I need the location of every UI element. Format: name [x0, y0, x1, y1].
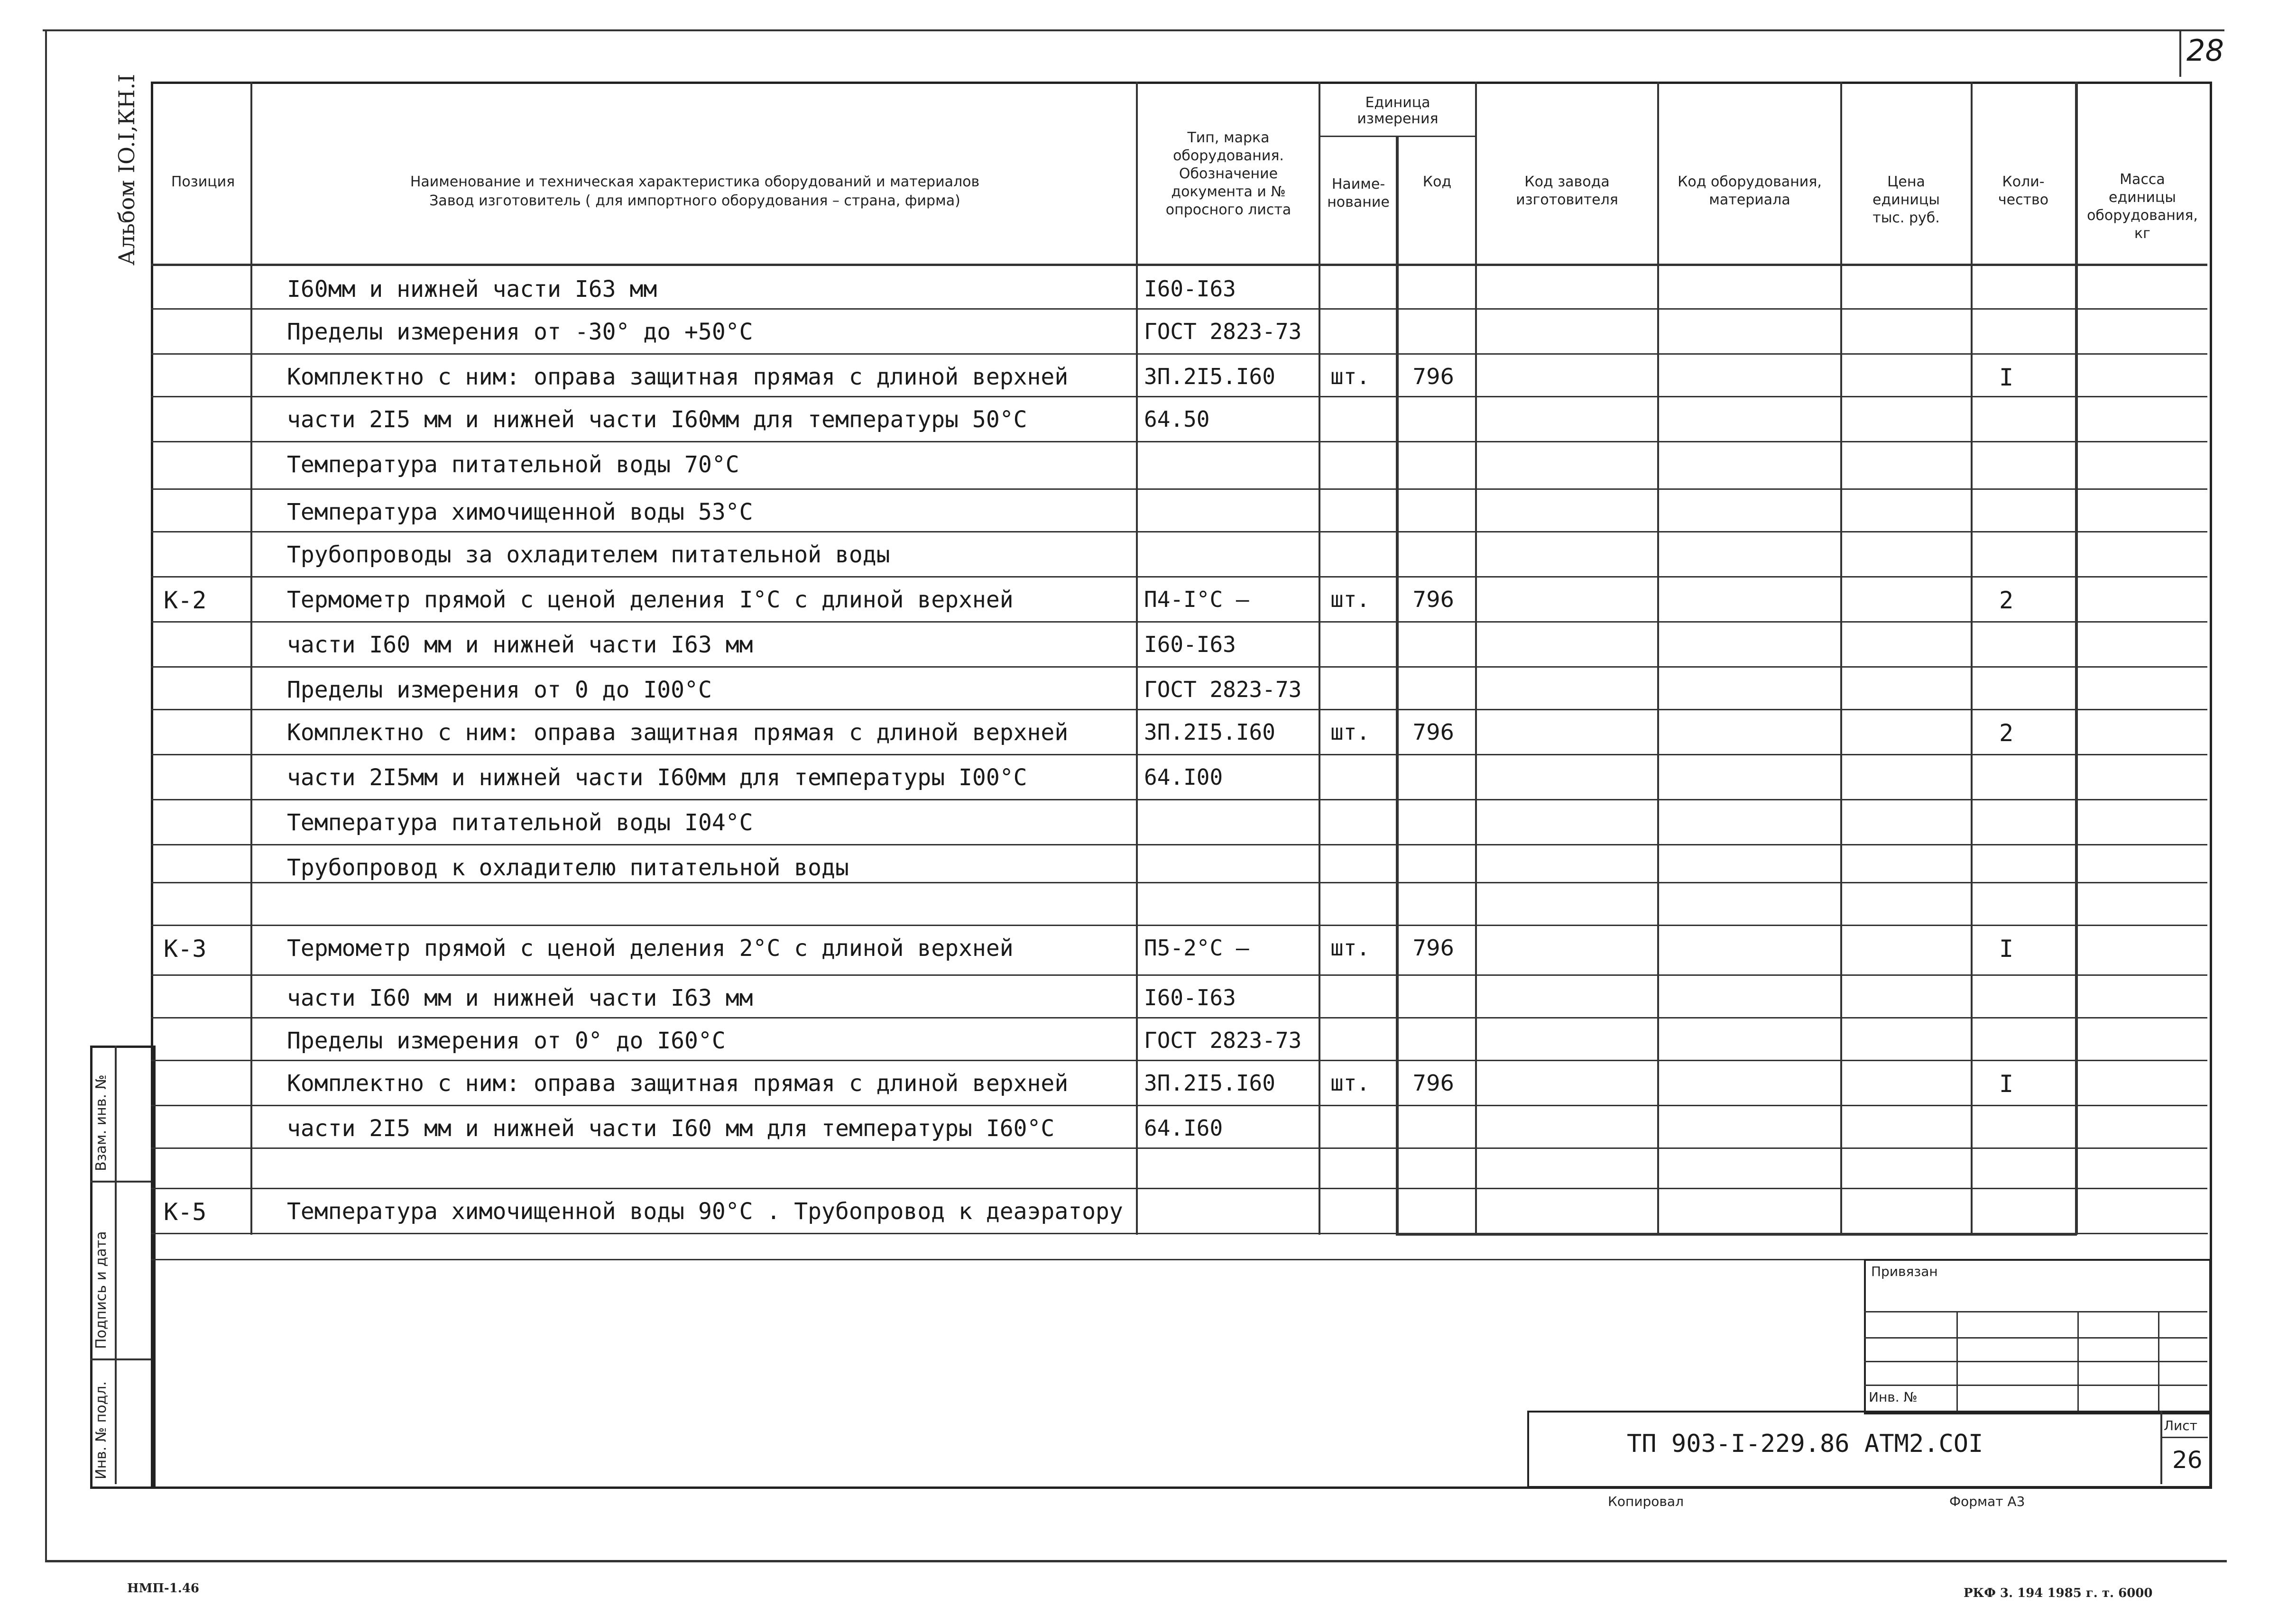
- row-name: Температура химочищенной воды 90°С . Трубопровод к деаэратору: [287, 1198, 1123, 1225]
- row-line: [151, 666, 2207, 668]
- header-unit-code: Код: [1422, 174, 1452, 190]
- stamp-col-a: [1956, 1311, 1958, 1411]
- row-type: ГОСТ 2823-73: [1144, 1028, 1302, 1053]
- stamp-line-a: [1864, 1311, 2207, 1312]
- row-unit: шт.: [1330, 935, 1370, 961]
- row-line: [151, 799, 2207, 800]
- header-type: Тип, марка оборудования. Обозначение документа и № опросного листа: [1165, 129, 1291, 218]
- col-line-price: [1840, 82, 1842, 1235]
- row-name: Температура химочищенной воды 53°С: [287, 499, 753, 525]
- page-bottom-border: [45, 1560, 2227, 1562]
- row-type: I60-I63: [1144, 276, 1236, 302]
- row-qty: I: [1999, 1070, 2014, 1098]
- row-name: Комплектно с ним: оправа защитная прямая с длиной верхней: [287, 1070, 1069, 1097]
- header-qty: Коли- чество: [1998, 174, 2049, 208]
- side-stamp-line-1: [90, 1181, 151, 1183]
- row-line: [151, 488, 2207, 490]
- header-mass: Масса единицы оборудования, кг: [2087, 171, 2198, 242]
- row-type: П5-2°С –: [1144, 935, 1249, 961]
- col-line-mass: [2075, 82, 2078, 1235]
- row-line: [151, 925, 2207, 926]
- row-qty: I: [1999, 935, 2014, 963]
- stamp-copied-label: Копировал: [1608, 1494, 1684, 1509]
- row-name: I60мм и нижней части I63 мм: [287, 276, 657, 303]
- row-line: [151, 576, 2207, 578]
- header-unit-name: Наиме- нование: [1327, 176, 1390, 211]
- row-type: I60-I63: [1144, 632, 1236, 657]
- row-unit: шт.: [1330, 719, 1370, 745]
- row-type: 64.I60: [1144, 1115, 1223, 1141]
- row-name: Трубопроводы за охладителем питательной воды: [287, 541, 890, 568]
- row-type: I60-I63: [1144, 985, 1236, 1010]
- row-line: [151, 1105, 2207, 1106]
- row-line: [151, 308, 2207, 310]
- header-plant-code: Код завода изготовителя: [1516, 174, 1618, 208]
- col-line-plant: [1475, 82, 1477, 1235]
- row-line: [151, 1147, 2207, 1149]
- row-qty: 2: [1999, 587, 2014, 614]
- col-line-equip: [1657, 82, 1659, 1235]
- col-line-type: [1136, 82, 1138, 1235]
- row-name: Температура питательной воды I04°С: [287, 809, 753, 836]
- stamp-line-b: [1864, 1337, 2207, 1339]
- header-unit-group: Единица измерения: [1357, 94, 1439, 127]
- row-type: П4-I°С –: [1144, 587, 1249, 612]
- row-line: [151, 396, 2207, 397]
- row-line: [151, 441, 2207, 442]
- row-type: 64.I00: [1144, 764, 1223, 790]
- row-name: части 2I5 мм и нижней части I60мм для температуры 50°С: [287, 406, 1027, 433]
- sheet-box-left: [2179, 29, 2181, 77]
- row-position: К-2: [164, 587, 207, 614]
- row-line: [151, 709, 2207, 710]
- row-name: Трубопровод к охладителю питательной воды: [287, 854, 849, 881]
- stamp-line-c: [1864, 1361, 2207, 1362]
- table-bottom-line: [1396, 1233, 2077, 1236]
- stamp-sheet-number: 26: [2172, 1446, 2203, 1474]
- row-line: [151, 1188, 2207, 1189]
- row-name: Комплектно с ним: оправа защитная прямая с длиной верхней: [287, 719, 1069, 746]
- stamp-sheet-label: Лист: [2164, 1418, 2197, 1433]
- header-bottom-line: [151, 264, 2207, 266]
- header-name-line2: Завод изготовитель ( для импортного оборудования – страна, фирма): [429, 193, 960, 209]
- row-name: Пределы измерения от 0° до I60°С: [287, 1028, 726, 1054]
- row-position: К-5: [164, 1198, 207, 1226]
- col-line-name: [250, 82, 252, 1235]
- row-name: Термометр прямой с ценой деления 2°С с длиной верхней: [287, 935, 1014, 962]
- row-line: [151, 621, 2207, 623]
- page-left-border: [45, 29, 47, 1561]
- row-type: 64.50: [1144, 406, 1210, 432]
- stamp-inv-no-label: Инв. №: [1869, 1389, 1918, 1405]
- footer-left: НМП-1.46: [127, 1581, 200, 1596]
- stamp-col-c: [2158, 1311, 2159, 1411]
- row-line: [151, 1060, 2207, 1061]
- col-line-qty: [1971, 82, 1973, 1235]
- stamp-bound-label: Привязан: [1871, 1264, 1938, 1279]
- stamp-col-b: [2077, 1311, 2079, 1411]
- row-line: [151, 754, 2207, 755]
- row-name: Пределы измерения от -30° до +50°С: [287, 319, 753, 345]
- header-name-line1: Наименование и техническая характеристика оборудований и материалов: [410, 174, 980, 190]
- row-name: части 2I5 мм и нижней части I60 мм для температуры I60°С: [287, 1115, 1055, 1142]
- col-line-unit: [1319, 82, 1320, 1235]
- row-unit: шт.: [1330, 364, 1370, 389]
- album-label: Альбом IO.I,КН.I: [114, 73, 139, 266]
- row-name: части I60 мм и нижней части I63 мм: [287, 985, 753, 1011]
- row-qty: 2: [1999, 719, 2014, 747]
- row-line: [151, 531, 2207, 532]
- stamp-sheet-col: [2160, 1411, 2162, 1484]
- footer-right: РКФ 3. 194 1985 г. т. 6000: [1964, 1586, 2153, 1600]
- row-code: 796: [1412, 364, 1454, 389]
- row-name: Термометр прямой с ценой деления I°С с длиной верхней: [287, 587, 1014, 613]
- row-unit: шт.: [1330, 1070, 1370, 1096]
- header-position: Позиция: [171, 174, 235, 190]
- row-name: Пределы измерения от 0 до I00°С: [287, 677, 712, 703]
- row-name: Температура питательной воды 70°С: [287, 451, 739, 478]
- page-top-border: [43, 29, 2224, 31]
- row-type: ГОСТ 2823-73: [1144, 677, 1302, 702]
- stamp-format-label: Формат А3: [1949, 1494, 2025, 1509]
- row-name: части I60 мм и нижней части I63 мм: [287, 632, 753, 658]
- side-label-inv-vzam: Взам. инв. №: [93, 1074, 110, 1171]
- stamp-doc-code: ТП 903-I-229.86 АТМ2.СОI: [1627, 1430, 1983, 1458]
- col-line-code: [1396, 136, 1399, 1235]
- row-name: части 2I5мм и нижней части I60мм для температуры I00°С: [287, 764, 1027, 791]
- row-unit: шт.: [1330, 587, 1370, 612]
- row-line: [151, 882, 2207, 883]
- row-type: ЗП.2I5.I60: [1144, 364, 1275, 389]
- row-code: 796: [1412, 1070, 1454, 1096]
- row-qty: I: [1999, 364, 2014, 391]
- stamp-line-d: [1864, 1385, 2207, 1386]
- header-price: Цена единицы тыс. руб.: [1872, 174, 1940, 226]
- side-label-sign-date: Подпись и дата: [93, 1231, 110, 1349]
- row-type: ЗП.2I5.I60: [1144, 1070, 1275, 1096]
- side-stamp-divider: [115, 1046, 117, 1484]
- row-type: ГОСТ 2823-73: [1144, 319, 1302, 344]
- row-code: 796: [1412, 719, 1454, 745]
- row-line: [151, 1017, 2207, 1018]
- row-code: 796: [1412, 935, 1454, 961]
- sheet-number: 28: [2186, 33, 2224, 68]
- side-stamp-line-2: [90, 1358, 151, 1360]
- table-bottom-line-left: [151, 1233, 1398, 1234]
- side-label-inv-podl: Инв. № подл.: [93, 1381, 110, 1479]
- row-line: [151, 974, 2207, 976]
- row-name: Комплектно с ним: оправа защитная прямая с длиной верхней: [287, 364, 1069, 390]
- row-type: ЗП.2I5.I60: [1144, 719, 1275, 745]
- row-line: [151, 353, 2207, 355]
- row-line: [151, 844, 2207, 845]
- row-position: К-3: [164, 935, 207, 963]
- row-code: 796: [1412, 587, 1454, 612]
- stamp-sheet-row: [2160, 1437, 2208, 1438]
- table-bottom-line-right: [2075, 1233, 2208, 1234]
- header-equip-code: Код оборудования, материала: [1678, 174, 1822, 208]
